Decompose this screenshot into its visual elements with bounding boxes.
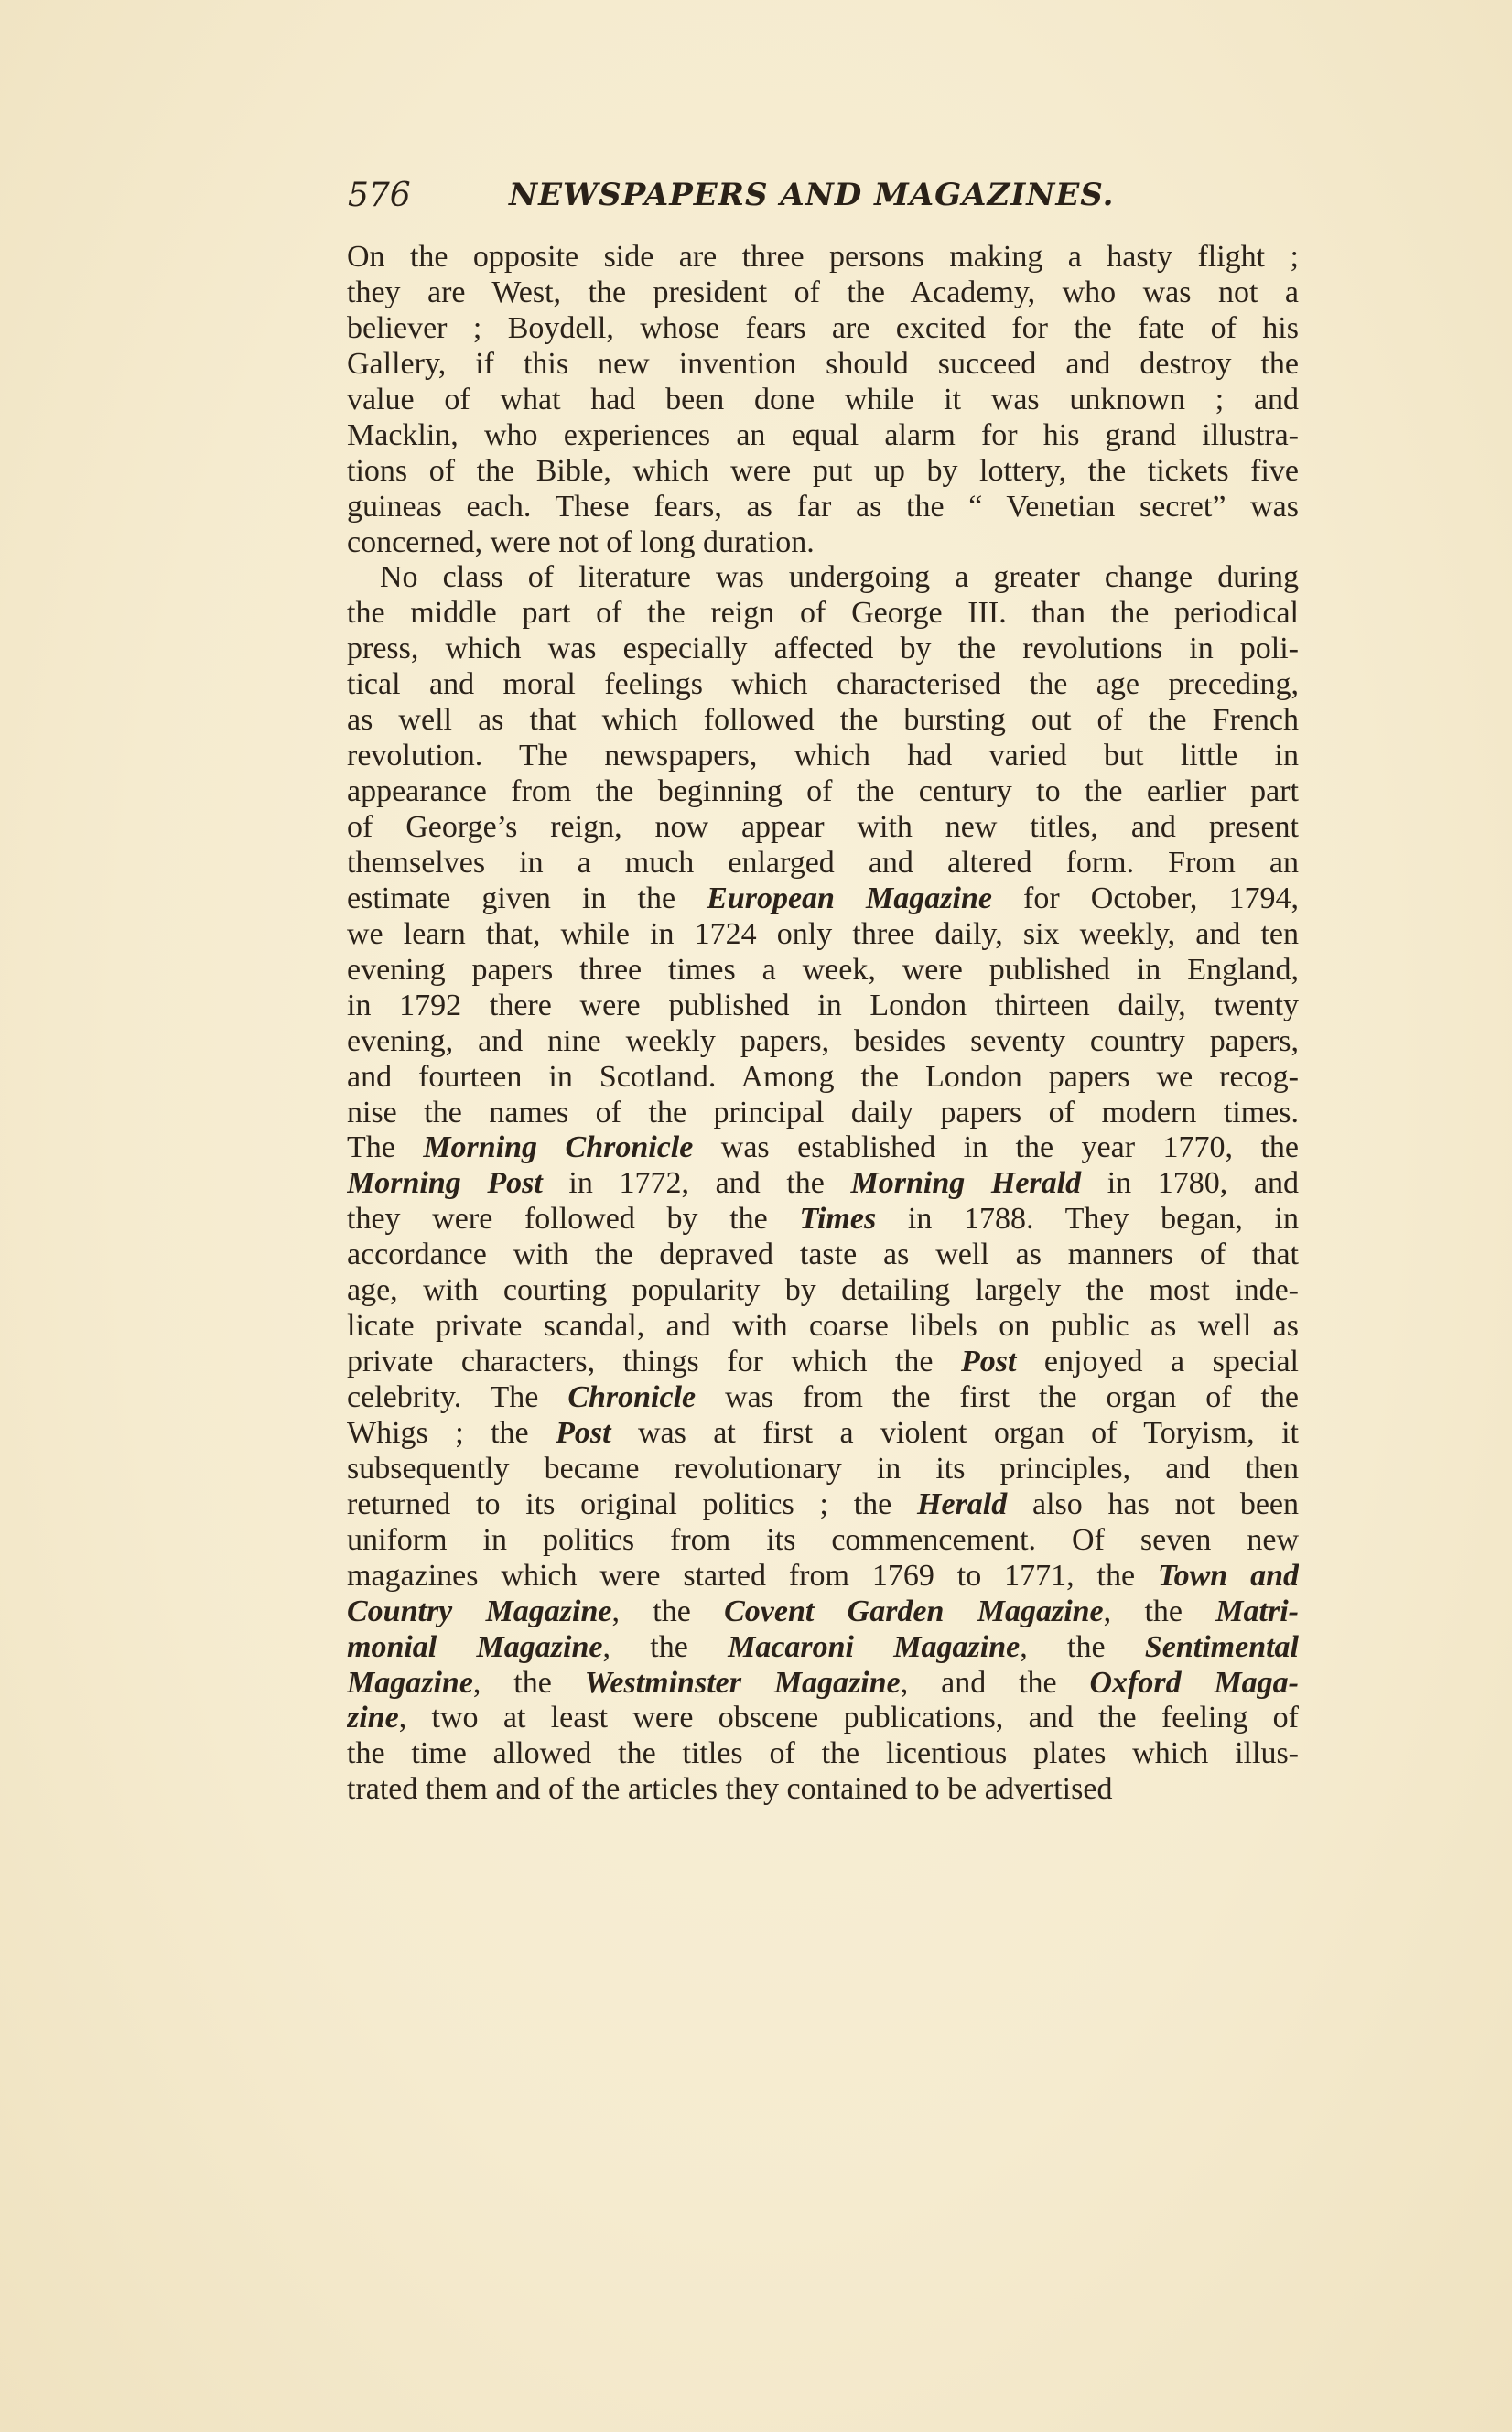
text-run: evening papers three times a week, were published in England, bbox=[347, 952, 1299, 987]
text-run: also has not been bbox=[1007, 1486, 1299, 1521]
italic-title-run: Matri- bbox=[1215, 1594, 1299, 1628]
page-number: 576 bbox=[348, 177, 411, 214]
text-run: believer ; Boydell, whose fears are excited for the fate of his bbox=[347, 310, 1299, 345]
text-line bbox=[347, 383, 1299, 418]
text-run: for October, 1794, bbox=[991, 881, 1299, 915]
text-run: guineas each. These fears, as far as the “ Venetian secret” was bbox=[347, 489, 1299, 524]
text-line bbox=[347, 525, 1299, 561]
running-head bbox=[348, 177, 1300, 222]
text-run: revolution. The newspapers, which had varied but little in bbox=[347, 739, 1299, 773]
text-run: Whigs ; the bbox=[347, 1415, 556, 1450]
italic-title-run: Herald bbox=[917, 1486, 1008, 1521]
text-line bbox=[347, 1701, 1299, 1736]
text-line bbox=[347, 667, 1299, 703]
italic-title-run: Country Magazine bbox=[347, 1594, 612, 1628]
text-run: celebrity. The bbox=[347, 1380, 568, 1414]
italic-title-run: European Magazine bbox=[707, 881, 992, 915]
italic-title-run: Morning Chronicle bbox=[423, 1130, 694, 1165]
text-run: Macklin, who experiences an equal alarm for his grand illustra- bbox=[347, 417, 1299, 452]
text-run: magazines which were started from 1769 to 1771, the bbox=[347, 1558, 1158, 1593]
text-line bbox=[347, 1594, 1299, 1630]
text-run: concerned, were not of long duration. bbox=[347, 524, 815, 559]
text-run: age, with courting popularity by detailing largely the most inde- bbox=[347, 1273, 1299, 1308]
text-line bbox=[347, 240, 1299, 276]
text-line bbox=[347, 560, 1299, 596]
text-run: No class of literature was undergoing a greater change during bbox=[380, 560, 1299, 595]
text-line bbox=[347, 1309, 1299, 1345]
text-run: , two at least were obscene publications, and the feeling of bbox=[398, 1701, 1299, 1735]
text-line bbox=[347, 632, 1299, 667]
text-line bbox=[347, 418, 1299, 454]
text-line bbox=[347, 311, 1299, 347]
text-line bbox=[347, 1487, 1299, 1523]
text-line bbox=[347, 774, 1299, 810]
text-run: licate private scandal, and with coarse libels on public as well as bbox=[347, 1309, 1299, 1344]
text-run: , the bbox=[602, 1629, 729, 1664]
text-run: was established in the year 1770, the bbox=[693, 1130, 1299, 1165]
text-run: tical and moral feelings which characterised the age preceding, bbox=[347, 667, 1299, 702]
text-run: , and the bbox=[900, 1665, 1090, 1700]
italic-title-run: Macaroni Magazine bbox=[728, 1629, 1021, 1664]
text-run: uniform in politics from its commencement. Of seven new bbox=[347, 1522, 1299, 1557]
text-run: , the bbox=[472, 1665, 585, 1700]
text-line bbox=[347, 953, 1299, 989]
text-line bbox=[347, 1130, 1299, 1166]
text-run: nise the names of the principal daily papers of modern times. bbox=[347, 1095, 1299, 1130]
text-line bbox=[347, 1096, 1299, 1131]
italic-title-run: Post bbox=[960, 1345, 1017, 1379]
text-line bbox=[347, 989, 1299, 1024]
text-line bbox=[347, 1273, 1299, 1309]
text-run: was at first a violent organ of Toryism, it bbox=[610, 1415, 1299, 1450]
text-line bbox=[347, 1666, 1299, 1702]
text-line bbox=[347, 1452, 1299, 1487]
text-line bbox=[347, 917, 1299, 953]
text-line bbox=[347, 1024, 1299, 1060]
text-line bbox=[347, 846, 1299, 881]
text-line bbox=[347, 881, 1299, 917]
text-line bbox=[347, 1416, 1299, 1452]
italic-title-run: Times bbox=[799, 1202, 877, 1237]
text-run: evening, and nine weekly papers, besides seventy country papers, bbox=[347, 1023, 1299, 1058]
text-line bbox=[347, 1345, 1299, 1380]
italic-title-run: Morning Herald bbox=[850, 1166, 1082, 1201]
text-run: estimate given in the bbox=[347, 881, 707, 915]
text-run: private characters, things for which the bbox=[347, 1345, 961, 1379]
text-run: in 1772, and the bbox=[542, 1166, 851, 1201]
text-run: in 1788. They began, in bbox=[876, 1202, 1299, 1237]
text-run: value of what had been done while it was unknown ; and bbox=[347, 382, 1299, 416]
text-line bbox=[347, 1772, 1299, 1808]
italic-title-run: Westminster Magazine bbox=[584, 1665, 901, 1700]
text-line bbox=[347, 347, 1299, 383]
text-line bbox=[347, 1166, 1299, 1202]
text-run: and fourteen in Scotland. Among the London papers we recog- bbox=[347, 1059, 1299, 1094]
italic-title-run: Town and bbox=[1157, 1558, 1299, 1593]
text-run: , the bbox=[1103, 1594, 1216, 1628]
text-line bbox=[347, 739, 1299, 774]
text-run: of George’s reign, now appear with new titles, and present bbox=[347, 810, 1299, 844]
text-run: press, which was especially affected by the revolutions in poli- bbox=[347, 632, 1299, 666]
text-run: enjoyed a special bbox=[1016, 1345, 1299, 1379]
text-line bbox=[347, 1559, 1299, 1594]
text-run: in 1792 there were published in London thirteen daily, twenty bbox=[347, 988, 1299, 1022]
text-line bbox=[347, 1380, 1299, 1416]
italic-title-run: Sentimental bbox=[1144, 1629, 1299, 1664]
text-line bbox=[347, 276, 1299, 311]
text-run: tions of the Bible, which were put up by lottery, the tickets five bbox=[347, 453, 1299, 488]
text-line bbox=[347, 454, 1299, 490]
text-run: they were followed by the bbox=[347, 1202, 800, 1237]
text-run: subsequently became revolutionary in its principles, and then bbox=[347, 1451, 1299, 1486]
text-run: appearance from the beginning of the century to the earlier part bbox=[347, 774, 1299, 809]
italic-title-run: Post bbox=[556, 1415, 611, 1450]
italic-title-run: zine bbox=[347, 1701, 399, 1735]
text-run: , the bbox=[611, 1594, 725, 1628]
italic-title-run: Morning Post bbox=[347, 1166, 543, 1201]
text-run: in 1780, and bbox=[1081, 1166, 1299, 1201]
text-line bbox=[347, 596, 1299, 632]
text-run: they are West, the president of the Academy, who was not a bbox=[347, 275, 1299, 309]
text-run: as well as that which followed the bursting out of the French bbox=[347, 703, 1299, 738]
text-line bbox=[347, 810, 1299, 846]
italic-title-run: Oxford Maga- bbox=[1089, 1665, 1299, 1700]
text-line bbox=[347, 1202, 1299, 1238]
text-run: The bbox=[347, 1130, 424, 1165]
text-run: we learn that, while in 1724 only three daily, six weekly, and ten bbox=[347, 916, 1299, 951]
italic-title-run: Covent Garden Magazine bbox=[724, 1594, 1104, 1628]
text-line bbox=[347, 1238, 1299, 1273]
italic-title-run: monial Magazine bbox=[347, 1629, 603, 1664]
text-run: , the bbox=[1020, 1629, 1145, 1664]
text-run: the middle part of the reign of George III. than the periodical bbox=[347, 596, 1299, 631]
text-line bbox=[347, 1523, 1299, 1559]
text-run: accordance with the depraved taste as well as manners of that bbox=[347, 1238, 1299, 1272]
text-line bbox=[347, 1060, 1299, 1096]
italic-title-run: Chronicle bbox=[567, 1380, 697, 1414]
page-title: NEWSPAPERS AND MAGAZINES. bbox=[509, 177, 1115, 213]
text-run: themselves in a much enlarged and altered form. From an bbox=[347, 845, 1299, 880]
text-line bbox=[347, 703, 1299, 739]
text-run: trated them and of the articles they contained to be advertised bbox=[347, 1772, 1113, 1807]
body-text bbox=[347, 240, 1299, 1808]
italic-title-run: Magazine bbox=[347, 1665, 473, 1700]
text-run: On the opposite side are three persons making a hasty flight ; bbox=[347, 240, 1299, 274]
text-line bbox=[347, 490, 1299, 525]
text-run: the time allowed the titles of the licentious plates which illus- bbox=[347, 1736, 1299, 1771]
text-line bbox=[347, 1736, 1299, 1772]
text-run: was from the first the organ of the bbox=[696, 1380, 1299, 1414]
text-line bbox=[347, 1630, 1299, 1666]
text-run: returned to its original politics ; the bbox=[347, 1486, 918, 1521]
text-run: Gallery, if this new invention should succeed and destroy the bbox=[347, 346, 1299, 381]
